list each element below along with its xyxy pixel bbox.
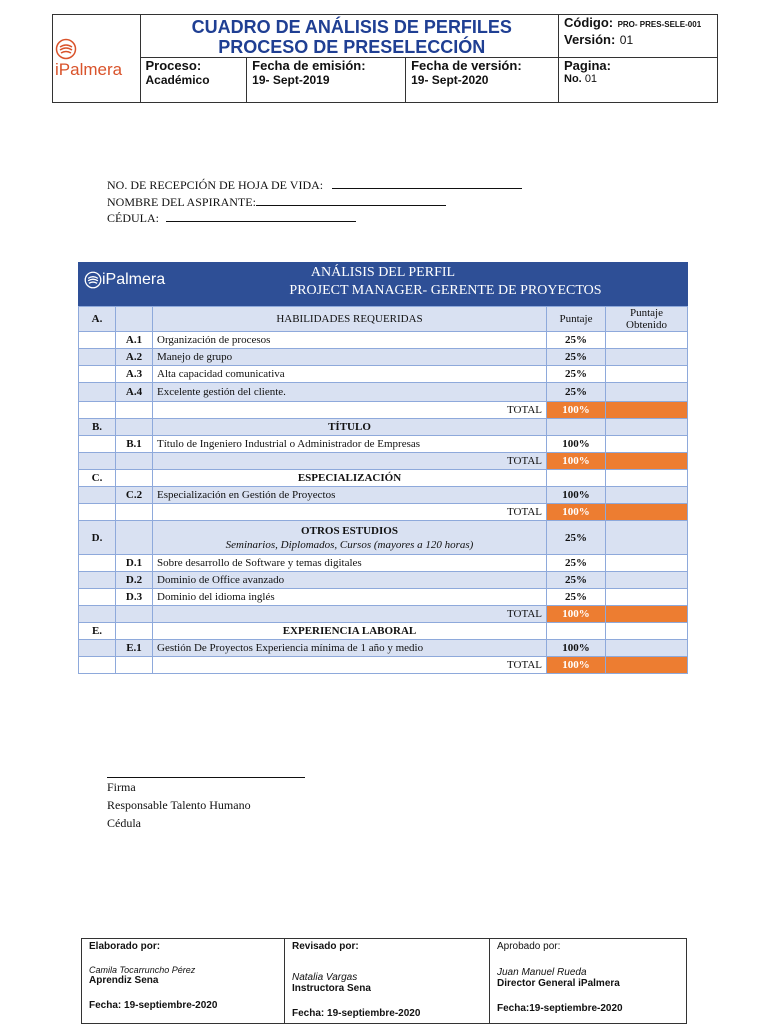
section-row-e: [79, 623, 688, 640]
col-letter-header: A.: [79, 307, 116, 332]
item-desc: Gestión De Proyectos Experiencia mínima de 1 año y medio: [153, 640, 547, 657]
item-desc: Organización de procesos: [153, 332, 547, 349]
table-row: [79, 436, 688, 453]
section-title: EXPERIENCIA LABORAL: [153, 623, 547, 640]
version-value: 01: [619, 33, 634, 47]
table-row: [79, 383, 688, 402]
reception-number: [107, 178, 522, 192]
total-score: 100%: [547, 504, 606, 521]
analysis-banner: [78, 262, 688, 306]
section-letter: D.: [79, 521, 116, 555]
total-label: TOTAL: [153, 402, 547, 419]
emision-cell: [247, 58, 406, 103]
section-title: TÍTULO: [153, 419, 547, 436]
col-skills-header: HABILIDADES REQUERIDAS: [153, 307, 547, 332]
item-desc: Dominio del idioma inglés: [153, 589, 547, 606]
col-code-header: [116, 307, 153, 332]
obtained-score-cell[interactable]: [606, 332, 688, 349]
item-code: D.3: [116, 589, 153, 606]
elaborado-label: Elaborado por:: [89, 941, 161, 952]
obtained-score-cell[interactable]: [606, 383, 688, 402]
total-label: TOTAL: [153, 504, 547, 521]
aprobado-role: Director General iPalmera: [497, 978, 620, 989]
item-score: 25%: [547, 349, 606, 366]
obtained-score-cell[interactable]: [606, 589, 688, 606]
item-desc: Alta capacidad comunicativa: [153, 366, 547, 383]
applicant-id-label: CÉDULA:: [107, 211, 159, 225]
analysis-title: ANÁLISIS DEL PERFIL: [310, 265, 456, 280]
total-score: 100%: [547, 453, 606, 470]
section-subtitle: Seminarios, Diplomados, Cursos (mayores a 120 horas): [225, 538, 474, 551]
applicant-id: [107, 211, 356, 225]
total-label: TOTAL: [153, 606, 547, 623]
total-row: [79, 657, 688, 674]
item-code: D.2: [116, 572, 153, 589]
header-logo-text: iPalmera: [55, 59, 123, 79]
item-score: 100%: [547, 640, 606, 657]
elaborado-date: Fecha: 19-septiembre-2020: [89, 1000, 218, 1011]
signature-line[interactable]: [107, 766, 305, 778]
total-obtained-cell[interactable]: [606, 606, 688, 623]
version-label: Versión:: [564, 32, 616, 47]
title-line2: PROCESO DE PRESELECCIÓN: [218, 37, 486, 57]
elaborado-cell: [82, 939, 285, 1024]
signature-id: Cédula: [107, 816, 141, 830]
total-obtained-cell[interactable]: [606, 657, 688, 674]
reception-number-label: NO. DE RECEPCIÓN DE HOJA DE VIDA:: [107, 178, 324, 192]
pagina-cell: [559, 58, 718, 103]
total-label: TOTAL: [153, 453, 547, 470]
total-obtained-cell[interactable]: [606, 402, 688, 419]
item-desc: Especialización en Gestión de Proyectos: [153, 487, 547, 504]
elaborado-name: Camila Tocarruncho Pérez: [89, 965, 196, 975]
table-row: [79, 572, 688, 589]
item-score: 25%: [547, 332, 606, 349]
item-desc: Dominio de Office avanzado: [153, 572, 547, 589]
table-row: [79, 640, 688, 657]
obtained-score-cell[interactable]: [606, 436, 688, 453]
pagina-no-label: No.: [564, 73, 582, 85]
item-score: 25%: [547, 589, 606, 606]
aprobado-name: Juan Manuel Rueda: [497, 967, 587, 978]
document-header: [52, 14, 718, 103]
section-row-b: [79, 419, 688, 436]
item-score: 25%: [547, 572, 606, 589]
total-row: [79, 606, 688, 623]
item-desc: Manejo de grupo: [153, 349, 547, 366]
total-obtained-cell[interactable]: [606, 453, 688, 470]
col-obtained-header: Puntaje Obtenido: [606, 307, 688, 332]
table-header-row: [79, 307, 688, 332]
skills-table: [78, 306, 688, 674]
total-obtained-cell[interactable]: [606, 504, 688, 521]
total-row: [79, 453, 688, 470]
header-logo: [53, 15, 141, 103]
pagina-label: Pagina:: [564, 58, 611, 73]
revisado-cell: [285, 939, 490, 1024]
emision-value: 19- Sept-2019: [252, 73, 330, 87]
table-row: [79, 589, 688, 606]
palmera-logo-icon: [55, 38, 77, 60]
aprobado-label: Aprobado por:: [497, 941, 561, 952]
obtained-score-cell[interactable]: [606, 366, 688, 383]
total-row: [79, 402, 688, 419]
applicant-id-line[interactable]: [166, 211, 356, 222]
aprobado-cell: [490, 939, 687, 1024]
table-row: [79, 349, 688, 366]
proceso-cell: [140, 58, 247, 103]
item-code: A.1: [116, 332, 153, 349]
obtained-score-cell[interactable]: [606, 349, 688, 366]
proceso-value: Académico: [145, 73, 210, 87]
pagina-value: 01: [584, 73, 598, 85]
applicant-name-line[interactable]: [256, 195, 446, 206]
table-row: [79, 332, 688, 349]
document-title: [140, 15, 559, 58]
banner-logo-text: iPalmera: [102, 271, 166, 289]
item-score: 100%: [547, 487, 606, 504]
signature-block: [107, 766, 305, 830]
item-code: C.2: [116, 487, 153, 504]
revisado-role: Instructora Sena: [292, 983, 371, 994]
codigo-label: Código:: [564, 15, 614, 30]
table-row: [79, 555, 688, 572]
section-score: 25%: [547, 521, 606, 555]
total-label: TOTAL: [153, 657, 547, 674]
total-score: 100%: [547, 606, 606, 623]
total-score: 100%: [547, 402, 606, 419]
fversion-label: Fecha de versión:: [411, 58, 522, 73]
revisado-label: Revisado por:: [292, 941, 359, 952]
reception-number-line[interactable]: [332, 178, 522, 189]
title-line1: CUADRO DE ANÁLISIS DE PERFILES: [191, 17, 512, 37]
item-desc: Excelente gestión del cliente.: [153, 383, 547, 402]
section-letter: B.: [79, 419, 116, 436]
item-code: E.1: [116, 640, 153, 657]
signature-role: Responsable Talento Humano: [107, 798, 251, 812]
col-score-header: Puntaje: [547, 307, 606, 332]
total-score: 100%: [547, 657, 606, 674]
applicant-name: [107, 195, 446, 209]
fversion-value: 19- Sept-2020: [411, 73, 489, 87]
obtained-score-cell[interactable]: [606, 640, 688, 657]
item-code: A.2: [116, 349, 153, 366]
section-title-block: [153, 521, 547, 555]
total-row: [79, 504, 688, 521]
section-letter: C.: [79, 470, 116, 487]
obtained-score-cell[interactable]: [606, 572, 688, 589]
signature-label: Firma: [107, 780, 136, 794]
codigo-cell: [559, 15, 718, 58]
item-desc: Sobre desarrollo de Software y temas digitales: [153, 555, 547, 572]
elaborado-role: Aprendiz Sena: [89, 975, 159, 986]
item-score: 100%: [547, 436, 606, 453]
table-row: [79, 487, 688, 504]
section-letter: E.: [79, 623, 116, 640]
item-code: D.1: [116, 555, 153, 572]
aprobado-date: Fecha:19-septiembre-2020: [497, 1003, 623, 1014]
analysis-subtitle: PROJECT MANAGER- GERENTE DE PROYECTOS: [289, 283, 602, 298]
revisado-date: Fecha: 19-septiembre-2020: [292, 1008, 421, 1019]
obtained-score-cell[interactable]: [606, 555, 688, 572]
table-row: [79, 366, 688, 383]
proceso-label: Proceso:: [145, 58, 202, 73]
section-title: OTROS ESTUDIOS: [301, 524, 398, 537]
item-code: A.4: [116, 383, 153, 402]
item-score: 25%: [547, 555, 606, 572]
applicant-name-label: NOMBRE DEL ASPIRANTE:: [107, 195, 256, 209]
revisado-name: Natalia Vargas: [292, 972, 358, 983]
profile-analysis: [78, 262, 688, 674]
section-row-d: [79, 521, 688, 555]
approval-footer: [81, 938, 687, 1024]
codigo-value: PRO- PRES-SELE-001: [617, 20, 702, 29]
item-score: 25%: [547, 383, 606, 402]
item-code: B.1: [116, 436, 153, 453]
fversion-cell: [406, 58, 559, 103]
emision-label: Fecha de emisión:: [252, 58, 366, 73]
item-code: A.3: [116, 366, 153, 383]
section-row-c: [79, 470, 688, 487]
item-score: 25%: [547, 366, 606, 383]
obtained-score-cell[interactable]: [606, 521, 688, 555]
obtained-score-cell[interactable]: [606, 487, 688, 504]
section-title: ESPECIALIZACIÓN: [153, 470, 547, 487]
item-desc: Título de Ingeniero Industrial o Administrador de Empresas: [153, 436, 547, 453]
